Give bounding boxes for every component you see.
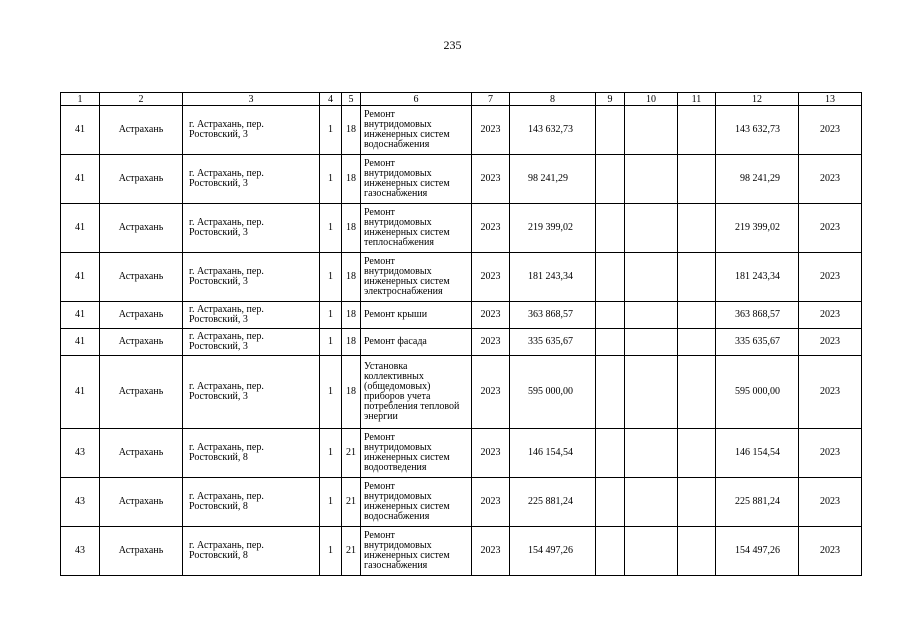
work-type-line: газоснабжения [364,560,428,571]
work-type-line: Ремонт фасада [364,336,427,347]
address-line: Ростовский, 8 [189,550,248,561]
table-body [61,93,862,576]
col11-cell [678,253,716,302]
address-cell [183,329,320,356]
col9-cell [596,302,625,329]
address-line: Ростовский, 3 [189,314,248,325]
work-type-line: Установка [364,361,408,372]
work-type-line: энергии [364,411,398,422]
row-number-cell: 41 [61,204,100,253]
col4-cell: 1 [320,356,342,429]
row-number-cell: 41 [61,329,100,356]
total-cost-cell: 143 632,73 [716,106,799,155]
address-line: г. Астрахань, пер. [189,168,264,179]
year-cell: 2023 [472,106,510,155]
total-cost-cell: 98 241,29 [716,155,799,204]
year-end-cell: 2023 [799,253,862,302]
work-type-line: (общедомовых) [364,381,431,392]
work-type-line: коллективных [364,371,424,382]
col9-cell [596,106,625,155]
address-cell [183,527,320,576]
year-end-cell: 2023 [799,302,862,329]
row-number-cell: 41 [61,106,100,155]
column-header: 11 [678,93,716,106]
col5-cell: 18 [342,106,361,155]
work-type-line: потребления тепловой [364,401,460,412]
row-number-cell: 41 [61,356,100,429]
col10-cell [625,155,678,204]
col9-cell [596,329,625,356]
work-type-line: инженерных систем [364,452,450,463]
total-cost-cell: 595 000,00 [716,356,799,429]
col11-cell [678,302,716,329]
year-cell: 2023 [472,302,510,329]
cost-cell: 146 154,54 [510,429,596,478]
column-header: 10 [625,93,678,106]
total-cost-cell: 335 635,67 [716,329,799,356]
work-type-line: Ремонт [364,207,395,218]
work-type-line: электроснабжения [364,286,443,297]
address-line: Ростовский, 3 [189,391,248,402]
work-type-line: Ремонт крыши [364,309,428,320]
work-type-cell [361,429,472,478]
work-type-line: водоотведения [364,462,427,473]
work-type-line: Ремонт [364,158,395,169]
address-line: г. Астрахань, пер. [189,119,264,130]
work-type-cell [361,155,472,204]
address-cell [183,106,320,155]
col5-cell: 18 [342,356,361,429]
work-type-cell [361,329,472,356]
col11-cell [678,106,716,155]
work-type-line: внутридомовых [364,266,432,277]
year-cell: 2023 [472,356,510,429]
year-end-cell: 2023 [799,204,862,253]
col4-cell: 1 [320,302,342,329]
year-end-cell: 2023 [799,527,862,576]
city-cell: Астрахань [100,356,183,429]
work-type-line: внутридомовых [364,540,432,551]
address-line: Ростовский, 3 [189,178,248,189]
table-row [61,329,862,356]
row-number-cell: 41 [61,302,100,329]
table-row [61,253,862,302]
work-registry-table [60,92,862,576]
address-line: г. Астрахань, пер. [189,491,264,502]
table-row [61,478,862,527]
column-header: 8 [510,93,596,106]
work-type-line: приборов учета [364,391,431,402]
work-type-line: теплоснабжения [364,237,434,248]
total-cost-cell: 181 243,34 [716,253,799,302]
col10-cell [625,478,678,527]
col5-cell: 18 [342,204,361,253]
column-header: 4 [320,93,342,106]
col4-cell: 1 [320,329,342,356]
year-cell: 2023 [472,527,510,576]
address-cell [183,155,320,204]
address-cell [183,302,320,329]
city-cell: Астрахань [100,253,183,302]
work-type-line: внутридомовых [364,217,432,228]
column-header: 5 [342,93,361,106]
column-header: 3 [183,93,320,106]
work-type-line: Ремонт [364,256,395,267]
col10-cell [625,253,678,302]
col5-cell: 21 [342,527,361,576]
col9-cell [596,253,625,302]
address-cell [183,356,320,429]
address-cell [183,253,320,302]
year-cell: 2023 [472,155,510,204]
col9-cell [596,429,625,478]
cost-cell: 143 632,73 [510,106,596,155]
table-row [61,204,862,253]
address-line: г. Астрахань, пер. [189,442,264,453]
year-end-cell: 2023 [799,356,862,429]
city-cell: Астрахань [100,329,183,356]
work-type-line: инженерных систем [364,129,450,140]
col9-cell [596,478,625,527]
cost-cell: 225 881,24 [510,478,596,527]
address-line: г. Астрахань, пер. [189,304,264,315]
total-cost-cell: 363 868,57 [716,302,799,329]
column-header: 7 [472,93,510,106]
column-header: 6 [361,93,472,106]
year-cell: 2023 [472,478,510,527]
address-line: г. Астрахань, пер. [189,540,264,551]
work-type-cell [361,356,472,429]
city-cell: Астрахань [100,429,183,478]
year-cell: 2023 [472,253,510,302]
table-row [61,302,862,329]
year-end-cell: 2023 [799,478,862,527]
work-type-line: инженерных систем [364,550,450,561]
address-line: Ростовский, 3 [189,276,248,287]
year-cell: 2023 [472,429,510,478]
work-type-line: газоснабжения [364,188,428,199]
work-type-cell [361,478,472,527]
cost-cell: 98 241,29 [510,155,596,204]
city-cell: Астрахань [100,204,183,253]
column-number-row [61,93,862,106]
page-number: 235 [443,38,462,52]
cost-cell: 219 399,02 [510,204,596,253]
table-row [61,106,862,155]
col11-cell [678,329,716,356]
work-type-cell [361,204,472,253]
work-type-line: инженерных систем [364,227,450,238]
work-type-line: Ремонт [364,109,395,120]
work-type-cell [361,527,472,576]
column-header: 13 [799,93,862,106]
work-type-line: внутридомовых [364,491,432,502]
city-cell: Астрахань [100,527,183,576]
address-cell [183,478,320,527]
col10-cell [625,302,678,329]
work-type-cell [361,253,472,302]
col10-cell [625,429,678,478]
city-cell: Астрахань [100,478,183,527]
address-line: г. Астрахань, пер. [189,331,264,342]
col4-cell: 1 [320,204,342,253]
row-number-cell: 41 [61,253,100,302]
col5-cell: 18 [342,155,361,204]
col5-cell: 21 [342,429,361,478]
address-line: г. Астрахань, пер. [189,217,264,228]
cost-cell: 154 497,26 [510,527,596,576]
col4-cell: 1 [320,429,342,478]
col9-cell [596,527,625,576]
col9-cell [596,155,625,204]
work-type-line: водоснабжения [364,511,430,522]
column-header: 12 [716,93,799,106]
col5-cell: 18 [342,329,361,356]
work-type-line: инженерных систем [364,276,450,287]
column-header: 1 [61,93,100,106]
col4-cell: 1 [320,478,342,527]
work-type-line: Ремонт [364,481,395,492]
total-cost-cell: 225 881,24 [716,478,799,527]
col10-cell [625,106,678,155]
col10-cell [625,356,678,429]
row-number-cell: 41 [61,155,100,204]
row-number-cell: 43 [61,478,100,527]
year-cell: 2023 [472,329,510,356]
col11-cell [678,356,716,429]
col10-cell [625,204,678,253]
table-row [61,356,862,429]
address-line: Ростовский, 8 [189,452,248,463]
col4-cell: 1 [320,253,342,302]
row-number-cell: 43 [61,527,100,576]
col5-cell: 21 [342,478,361,527]
col11-cell [678,527,716,576]
work-type-line: инженерных систем [364,178,450,189]
work-type-cell [361,106,472,155]
year-end-cell: 2023 [799,329,862,356]
col11-cell [678,429,716,478]
address-line: г. Астрахань, пер. [189,266,264,277]
work-type-line: инженерных систем [364,501,450,512]
col11-cell [678,478,716,527]
address-line: Ростовский, 8 [189,501,248,512]
column-header: 2 [100,93,183,106]
work-type-line: Ремонт [364,432,395,443]
table-row [61,155,862,204]
col11-cell [678,155,716,204]
table-row [61,527,862,576]
city-cell: Астрахань [100,302,183,329]
work-type-line: внутридомовых [364,168,432,179]
cost-cell: 363 868,57 [510,302,596,329]
col5-cell: 18 [342,253,361,302]
col10-cell [625,329,678,356]
row-number-cell: 43 [61,429,100,478]
work-type-line: водоснабжения [364,139,430,150]
work-type-line: Ремонт [364,530,395,541]
col9-cell [596,356,625,429]
col4-cell: 1 [320,527,342,576]
address-line: г. Астрахань, пер. [189,381,264,392]
col5-cell: 18 [342,302,361,329]
year-end-cell: 2023 [799,155,862,204]
column-header: 9 [596,93,625,106]
col10-cell [625,527,678,576]
work-type-cell [361,302,472,329]
total-cost-cell: 219 399,02 [716,204,799,253]
address-cell [183,429,320,478]
year-end-cell: 2023 [799,106,862,155]
cost-cell: 595 000,00 [510,356,596,429]
col9-cell [596,204,625,253]
col11-cell [678,204,716,253]
work-type-line: внутридомовых [364,119,432,130]
address-cell [183,204,320,253]
address-line: Ростовский, 3 [189,129,248,140]
cost-cell: 335 635,67 [510,329,596,356]
city-cell: Астрахань [100,155,183,204]
year-end-cell: 2023 [799,429,862,478]
city-cell: Астрахань [100,106,183,155]
col4-cell: 1 [320,155,342,204]
address-line: Ростовский, 3 [189,227,248,238]
total-cost-cell: 146 154,54 [716,429,799,478]
total-cost-cell: 154 497,26 [716,527,799,576]
cost-cell: 181 243,34 [510,253,596,302]
address-line: Ростовский, 3 [189,341,248,352]
col4-cell: 1 [320,106,342,155]
table-row [61,429,862,478]
work-type-line: внутридомовых [364,442,432,453]
year-cell: 2023 [472,204,510,253]
